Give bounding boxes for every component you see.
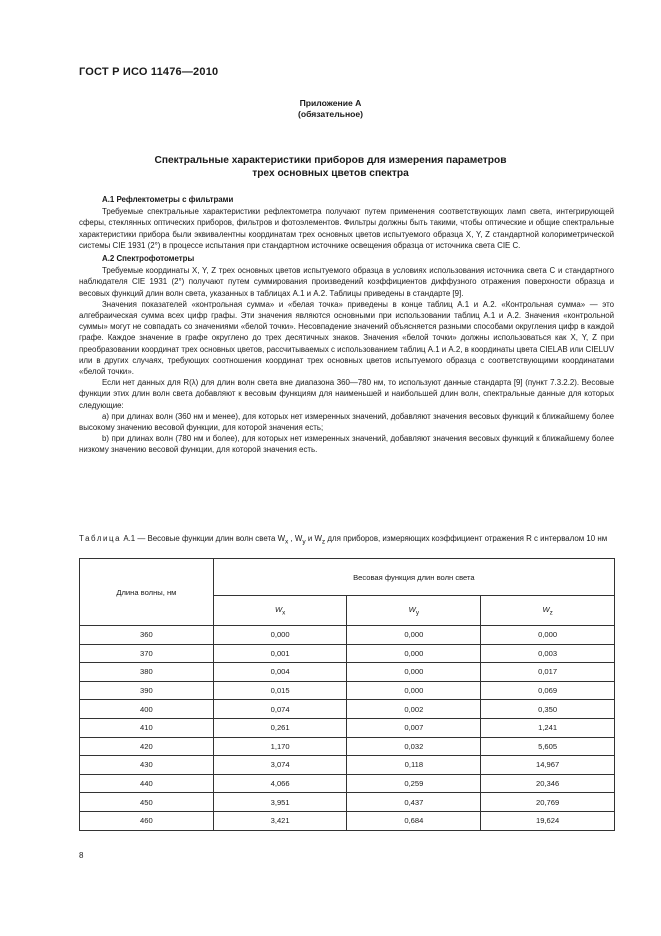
table-caption-sep-1: , W xyxy=(288,534,303,543)
section-a1-paragraph: Требуемые спектральные характеристики рефлектометра получают путем применения соответствующих ламп света, интегрирующей сферы, стеклянных оптических приборов, фильтров и фотоэлементов. Фильтры должны быть такими, чтобы оптические и общие спектральные характеристики прибора были эквивалентны координатам трех основных цветов испытуемого образца X, Y, Z стандартной колориметрической системы CIE 1931 (2°) в процессе испытания при стандартном источнике освещения образца от источника света CIE C. xyxy=(79,207,614,250)
cell-wy: 0,259 xyxy=(347,774,481,793)
cell-wy: 0,000 xyxy=(347,681,481,700)
cell-wx: 3,074 xyxy=(213,756,347,775)
column-header-wz-symbol: W xyxy=(542,604,550,614)
document-header: ГОСТ Р ИСО 11476—2010 xyxy=(79,66,219,78)
table-row xyxy=(80,737,615,756)
table-row xyxy=(80,626,615,645)
table-row xyxy=(80,793,615,812)
section-a1-heading: А.1 Рефлектометры с фильтрами xyxy=(102,195,234,204)
table-row xyxy=(80,774,615,793)
cell-wavelength: 450 xyxy=(80,793,214,812)
cell-wy: 0,118 xyxy=(347,756,481,775)
appendix-title-line1: Спектральные характеристики приборов для измерения параметров xyxy=(154,155,507,166)
table-caption-text-2: для приборов, измеряющих коэффициент отражения R с интервалом 10 нм xyxy=(325,534,608,543)
cell-wy: 0,000 xyxy=(347,644,481,663)
table-caption xyxy=(79,534,614,548)
section-a2-paragraph-2: Значения показателей «контрольная сумма» и «белая точка» приведены в конце таблиц А.1 и А.2. «Контрольная сумма» — это алгебраическая сумма всех цифр графы. Эти значения являются основными при использовании таблиц А.1 и А.2. Значения «контрольной суммы» могут не совпадать со значениями «белой точки». Несовпадение значений объясняется разными способами округления цифр в каждой графе. Каждое значение в графе округлено до трех десятичных знаков. Значения «белой точки» должны использоваться как X, Y, Z при преобразовании координат трех основных цветов, рассчитываемых с использованием таблиц А.1 и А.2, в координаты цвета CIELAB или CIELUV или в других случаях, требующих соотношения координат трех основных цветов испытуемого образца с соответствующими координатами «белой точки». xyxy=(79,299,614,377)
cell-wx: 3,421 xyxy=(213,811,347,830)
cell-wavelength: 410 xyxy=(80,718,214,737)
page-number: 8 xyxy=(79,851,84,860)
table-caption-sep-2: и W xyxy=(305,534,322,543)
cell-wy: 0,000 xyxy=(347,663,481,682)
table-row xyxy=(80,756,615,775)
table-row xyxy=(80,718,615,737)
cell-wz: 20,346 xyxy=(481,774,615,793)
column-header-wy-sub: y xyxy=(415,609,420,617)
section-a2-list-item-b: b) при длинах волн (780 нм и более), для которых нет измеренных значений, добавляют значения весовых функций к ближайшему более низкому значению весовой функции, для которой значения есть. xyxy=(79,434,614,455)
cell-wz: 1,241 xyxy=(481,718,615,737)
appendix-title-line2: трех основных цветов спектра xyxy=(252,168,409,179)
cell-wx: 0,004 xyxy=(213,663,347,682)
column-header-wx-symbol: W xyxy=(274,604,283,614)
cell-wy: 0,000 xyxy=(347,626,481,645)
column-header-wz xyxy=(481,596,615,626)
cell-wavelength: 430 xyxy=(80,756,214,775)
cell-wavelength: 360 xyxy=(80,626,214,645)
cell-wx: 0,000 xyxy=(213,626,347,645)
table-caption-sub-z: z xyxy=(321,538,326,546)
cell-wavelength: 370 xyxy=(80,644,214,663)
appendix-status: (обязательное) xyxy=(297,109,364,119)
cell-wavelength: 380 xyxy=(80,663,214,682)
cell-wx: 0,261 xyxy=(213,718,347,737)
body-text xyxy=(79,192,614,456)
cell-wx: 4,066 xyxy=(213,774,347,793)
cell-wy: 0,002 xyxy=(347,700,481,719)
cell-wz: 5,605 xyxy=(481,737,615,756)
cell-wy: 0,437 xyxy=(347,793,481,812)
cell-wx: 1,170 xyxy=(213,737,347,756)
cell-wavelength: 390 xyxy=(80,681,214,700)
column-header-wy xyxy=(347,596,481,626)
cell-wavelength: 460 xyxy=(80,811,214,830)
table-row xyxy=(80,644,615,663)
table-caption-text-1: А.1 — Весовые функции длин волн света W xyxy=(121,534,286,543)
column-header-wx-sub: x xyxy=(282,609,286,617)
column-header-wavelength: Длина волны, нм xyxy=(80,559,214,626)
table-caption-sub-x: x xyxy=(285,538,289,546)
cell-wz: 19,624 xyxy=(481,811,615,830)
cell-wz: 0,350 xyxy=(481,700,615,719)
table-caption-label: Таблица xyxy=(79,534,122,543)
cell-wz: 0,017 xyxy=(481,663,615,682)
cell-wz: 20,769 xyxy=(481,793,615,812)
table-row xyxy=(80,700,615,719)
column-group-header-weighting: Весовая функция длин волн света xyxy=(213,559,614,596)
column-header-wx xyxy=(213,596,347,626)
section-a2-paragraph-3: Если нет данных для R(λ) для длин волн света вне диапазона 360—780 нм, то используют данные стандарта [9] (пункт 7.3.2.2). Весовые функции этих длин волн света добавляют к весовым функциям для наименьшей и наибольшей длин волн, спектральные данные для которых следующие: xyxy=(79,378,614,410)
section-a2-list-item-a: а) при длинах волн (360 нм и менее), для которых нет измеренных значений, добавляют значения весовых функций к ближайшему более высокому значению весовой функции, для которой значения есть; xyxy=(79,411,614,433)
table-row xyxy=(80,811,615,830)
cell-wavelength: 420 xyxy=(80,737,214,756)
cell-wz: 0,069 xyxy=(481,681,615,700)
cell-wavelength: 400 xyxy=(80,700,214,719)
column-header-wz-sub: z xyxy=(549,609,553,617)
cell-wz: 0,000 xyxy=(481,626,615,645)
table-caption-sub-y: y xyxy=(302,538,306,546)
cell-wx: 0,015 xyxy=(213,681,347,700)
cell-wx: 3,951 xyxy=(213,793,347,812)
appendix-label: Приложение А xyxy=(299,98,362,108)
cell-wz: 0,003 xyxy=(481,644,615,663)
table-row xyxy=(80,663,615,682)
cell-wy: 0,684 xyxy=(347,811,481,830)
section-a2-heading: А.2 Спектрофотометры xyxy=(102,254,195,264)
cell-wz: 14,967 xyxy=(481,756,615,775)
cell-wx: 0,074 xyxy=(213,700,347,719)
section-a2-paragraph-1: Требуемые координаты X, Y, Z трех основных цветов испытуемого образца в условиях использования источника света C и стандартного наблюдателя CIE 1931 (2°) получают путем суммирования произведений коэффициентов диффузного отражения поверхности образца и весовых функций длин волн света, указанных в таблицах А.1 и А.2. Таблицы приведены в стандарте [9]. xyxy=(79,266,614,298)
cell-wavelength: 440 xyxy=(80,774,214,793)
column-header-wy-symbol: W xyxy=(408,604,416,614)
cell-wy: 0,007 xyxy=(347,718,481,737)
table-row xyxy=(80,681,615,700)
cell-wy: 0,032 xyxy=(347,737,481,756)
weighting-function-table xyxy=(79,558,615,831)
cell-wx: 0,001 xyxy=(213,644,347,663)
